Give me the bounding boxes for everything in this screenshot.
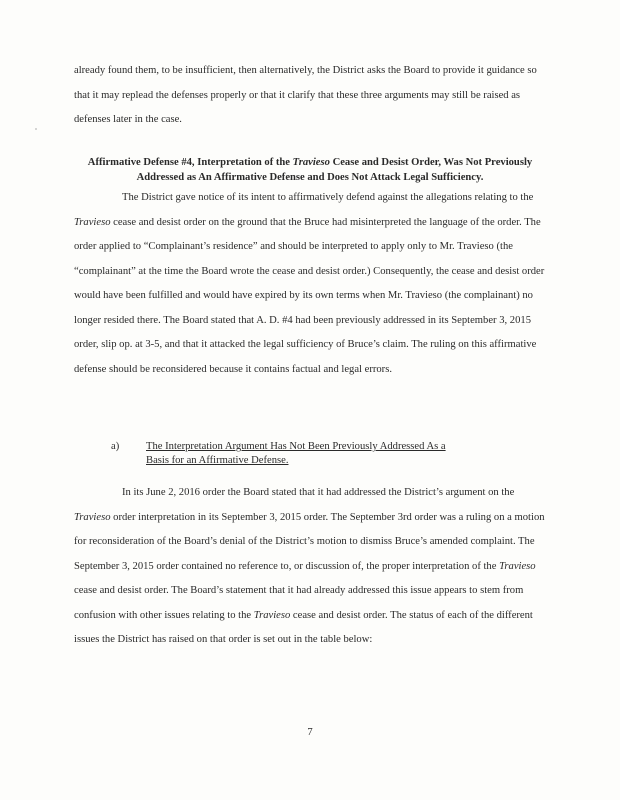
section-heading [80,155,540,185]
para3-text-3: cease and desist order. The Board’s statement that it had already addressed this issue appears to stem from confusion with other issues relating to the [74,585,524,621]
page-number: 7 [307,727,313,738]
scan-mark [35,128,37,130]
paragraph-defense-notice [74,186,546,382]
heading-text-pre: Affirmative Defense #4, Interpretation of the [87,157,293,168]
para3-text-1: In its June 2, 2016 order the Board stated that it had addressed the District’s argument on the [122,487,515,498]
subheading-line-1: The Interpretation Argument Has Not Been Previously Addressed As a [146,441,446,452]
heading-text-post: Cease and Desist Order, Was Not Previously Addressed as An Affirmative Defense and Does Not Attack Legal Sufficiency. [136,157,533,183]
para3-text-2: order interpretation in its September 3, 2015 order. The September 3rd order was a ruling on a motion for reconsideration of the Board’s denial of the District’s motion to dismiss Bruce’s amended complaint. The September 3, 2015 order contained no reference to, or discussion of, the proper interpretation of the [74,511,545,572]
subheading-label: a) [111,441,120,452]
para2-text-2: cease and desist order on the ground that the Bruce had misinterpreted the language of the order. The order applied to “Complainant’s residence” and should be interpreted to apply only to Mr. Travieso (the “complainant” at the time the Board wrote the cease and desist order.) Consequently, the cease and desist order would have been fulfilled and would have expired by its own terms when Mr. Travieso (the complainant) no longer resided there. The Board stated that A. D. #4 had been previously addressed in its September 3, 2015 order, slip op. at 3-5, and that it attacked the legal sufficiency of Bruce’s claim. The ruling on this affirmative defense should be reconsidered because it contains factual and legal errors. [74,216,545,375]
para3-text-4: cease and desist order. The status of each of the different issues the District has raised on that order is set out in the table below: [74,609,533,645]
subheading-line-2: Basis for an Affirmative Defense. [146,455,289,466]
heading-case-name: Travieso [292,157,330,168]
para3-case-name-2: Travieso [499,560,536,572]
para2-text-1: The District gave notice of its intent to affirmatively defend against the allegations relating to the [122,192,534,203]
paragraph-june-order [74,481,546,653]
subheading [111,440,531,468]
para3-case-name-3: Travieso [253,609,291,621]
paragraph-continuation-text: already found them, to be insufficient, then alternatively, the District asks the Board to provide it guidance so that it may replead the defenses properly or that it clarify that these three arguments may still be raised as defenses later in the case. [74,65,537,125]
para3-case-name-1: Travieso [74,511,111,523]
paragraph-continuation [74,59,546,133]
para2-case-name: Travieso [74,216,111,228]
